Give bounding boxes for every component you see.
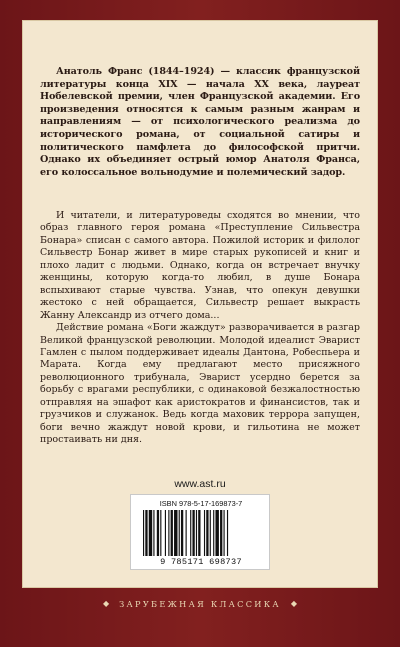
description-paragraph-2: Действие романа «Боги жаждут» разворачивается в разгар Великой французской революции. Молодой идеалист Эварист Гамлен с пылом поддерживает идеалы Дантона, Робеспьера и Марата. Когда ему предлагают место присяжного революционного трибунала, Эварист усердно берется за борьбу с врагами республики, с одинаковой безжалостностью отправляя на эшафот как аристократов и финансистов, так и грузчиков и служанок. Ведь когда маховик террора запущен, боги вечно жаждут новой крови, и гильотина не может простаивать ни дня. [40, 322, 360, 446]
barcode-digits: 9 785171 698737 [160, 557, 242, 567]
description-paragraph-1: И читатели, и литературоведы сходятся во мнении, что образ главного героя романа «Преступление Сильвестра Бонара» списан с самого автора. Пожилой историк и филолог Сильвестр Бонар живет в мире старых рукописей и книг и плохо ладит с людьми. Однако, когда он встречает внучку женщины, которую когда-то любил, в душе Бонара вспыхивают старые чувства. Узнав, что опекун девушки жестоко с ней обращается, Сильвестр решает выкрасть Жанну Александр из отчего дома... [40, 210, 360, 321]
book-description [40, 210, 360, 447]
ornament-left-icon: ◆ [102, 599, 110, 608]
barcode-label [130, 494, 270, 570]
author-blurb: Анатоль Франс (1844–1924) — классик французской литературы конца XIX — начала XX века, лауреат Нобелевской премии, член Французской академии. Его произведения относятся к самым разным жанрам и направлениям — от психологического реализма до исторического романа, от социальной сатиры и политического памфлета до философской притчи. Однако их объединяет острый юмор Анатоля Франса, его колоссальное вольнодумие и полемический задор. [40, 66, 360, 178]
series-title: ЗАРУБЕЖНАЯ КЛАССИКА [119, 599, 281, 609]
isbn-text: ISBN 978-5-17-169873-7 [159, 499, 243, 508]
publisher-url: www.ast.ru [174, 478, 226, 490]
series-bar [22, 592, 378, 616]
barcode-bars [143, 510, 259, 556]
ornament-right-icon: ◆ [290, 599, 298, 608]
